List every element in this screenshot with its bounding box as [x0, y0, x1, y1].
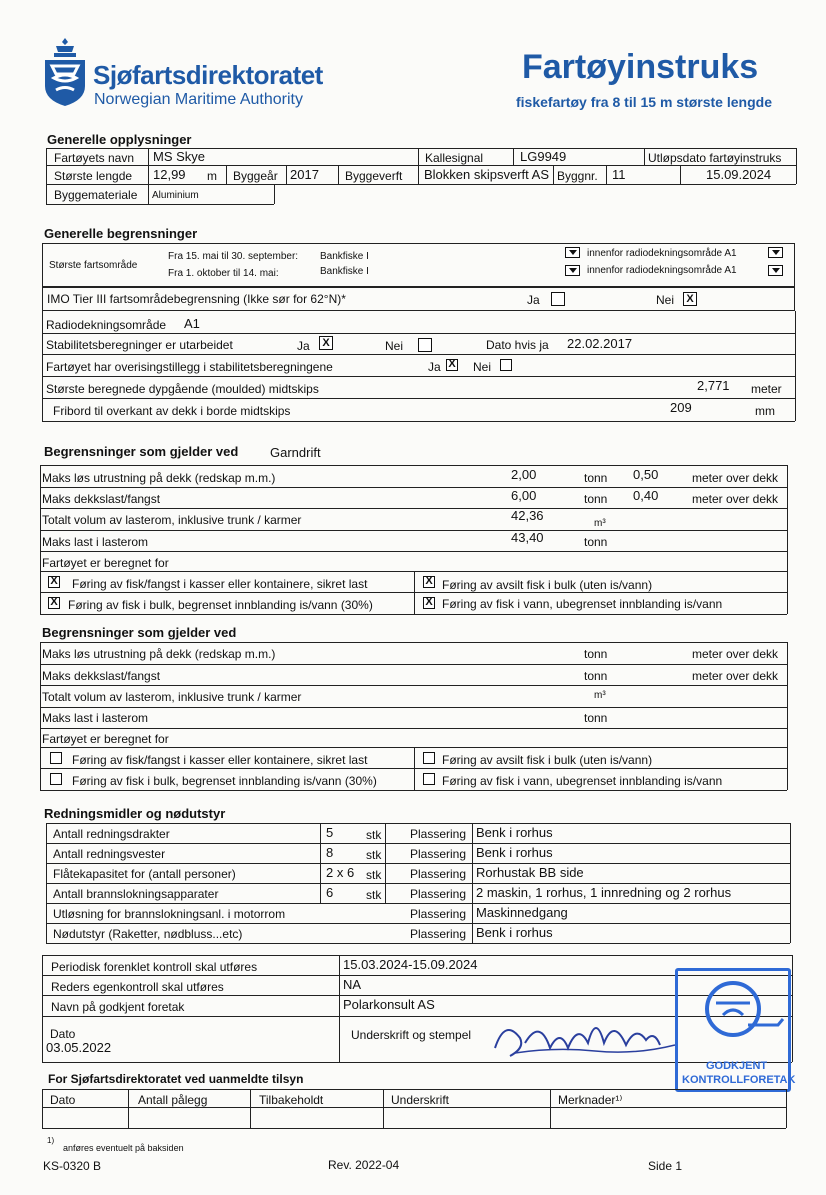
- l1-loose-gear-value: 2,00: [511, 467, 537, 482]
- company-label: Navn på godkjent foretak: [51, 1000, 185, 1014]
- radio-area-option-2: innenfor radiodekningsområde A1: [587, 265, 737, 276]
- draught-label: Største beregnede dypgående (moulded) midtskips: [46, 382, 319, 396]
- owner-control-label: Reders egenkontroll skal utføres: [51, 980, 224, 994]
- inspection-col-detained: Tilbakeholdt: [259, 1093, 324, 1107]
- rescue-row-label: Antall brannslokningsapparater: [53, 887, 219, 901]
- rescue-row-place: 2 maskin, 1 rorhus, 1 innredning og 2 rorhus: [476, 885, 732, 900]
- rescue-row-label: Antall redningsvester: [53, 847, 166, 861]
- build-no-label: Byggnr.: [557, 169, 598, 183]
- area2-dropdown[interactable]: [565, 265, 580, 276]
- form-id: KS-0320 B: [43, 1159, 102, 1173]
- rescue-row-qty: 5: [326, 825, 334, 840]
- stamp-line2: KONTROLLFORETAK: [682, 1074, 796, 1086]
- yard-value: Blokken skipsverft AS: [424, 167, 549, 182]
- date-if-yes-label: Dato hvis ja: [486, 338, 549, 352]
- approval-stamp: [675, 968, 796, 1092]
- period2-label: Fra 1. oktober til 14. mai:: [168, 268, 279, 279]
- radio-label: Radiodekningsområde: [46, 318, 167, 332]
- icing-yes-checkbox[interactable]: X: [446, 359, 458, 371]
- imo-yes-checkbox[interactable]: [551, 292, 565, 306]
- l2-opt3-checkbox[interactable]: [50, 773, 62, 785]
- length-unit: m: [207, 169, 217, 183]
- rescue-row-place: Benk i rorhus: [476, 925, 553, 940]
- inspection-col-date: Dato: [50, 1093, 76, 1107]
- rescue-row-label: Utløsning for brannslokningsanl. i motorrom: [53, 907, 286, 921]
- l1-opt2-label: Føring av avsilt fisk i bulk (uten is/vann): [442, 578, 653, 592]
- l1-volume-unit: m³: [594, 518, 606, 529]
- rescue-row-place: Maskinnedgang: [476, 905, 568, 920]
- l2-opt1-checkbox[interactable]: [50, 752, 62, 764]
- icing-no-checkbox[interactable]: [500, 359, 512, 371]
- radio-value: A1: [184, 316, 200, 331]
- l2-calc-label: Fartøyet er beregnet for: [42, 732, 169, 746]
- l1-calc-label: Fartøyet er beregnet for: [42, 556, 169, 570]
- imo-yes-label: Ja: [527, 293, 540, 307]
- l2-loose-gear-tonn: tonn: [584, 647, 608, 661]
- callsign-label: Kallesignal: [425, 151, 484, 165]
- period1-area: Bankfiske I: [320, 251, 369, 262]
- l1-opt4-label: Føring av fisk i vann, ubegrenset innblanding is/vann: [442, 597, 723, 611]
- l2-deck-load-unit: meter over dekk: [692, 669, 779, 683]
- section-heading: Begrensninger som gjelder ved: [44, 444, 239, 459]
- freeboard-unit: mm: [755, 404, 775, 418]
- area-label: Største fartsområde: [49, 260, 138, 271]
- expiry-label: Utløpsdato fartøyinstruks: [648, 151, 782, 165]
- periodic-value: 15.03.2024-15.09.2024: [343, 957, 478, 972]
- rescue-row-place: Benk i rorhus: [476, 845, 553, 860]
- l2-hold-label: Maks last i lasterom: [42, 711, 149, 725]
- rescue-row-place: Benk i rorhus: [476, 825, 553, 840]
- inspection-col-remarks: Merknader¹⁾: [558, 1093, 623, 1107]
- rescue-row-placement: Plassering: [410, 867, 467, 881]
- vessel-name-value: MS Skye: [153, 149, 206, 164]
- rescue-row-stk: stk: [366, 828, 382, 842]
- vessel-name-label: Fartøyets navn: [54, 151, 135, 165]
- periodic-label: Periodisk forenklet kontroll skal utføres: [51, 960, 258, 974]
- l2-opt2-label: Føring av avsilt fisk i bulk (uten is/vann): [442, 753, 653, 767]
- l1-deck-load-value: 6,00: [511, 488, 537, 503]
- draught-value: 2,771: [697, 378, 730, 393]
- l2-opt4-label: Føring av fisk i vann, ubegrenset innblanding is/vann: [442, 774, 723, 788]
- l1-deck-load-height: 0,40: [633, 488, 659, 503]
- l2-deck-load-label: Maks dekkslast/fangst: [42, 669, 161, 683]
- period2-area: Bankfiske I: [320, 266, 369, 277]
- inspection-col-signature: Underskrift: [391, 1093, 450, 1107]
- draught-unit: meter: [751, 382, 782, 396]
- length-value: 12,99: [153, 167, 186, 182]
- length-label: Største lengde: [54, 169, 133, 183]
- org-logo: [42, 36, 88, 108]
- section-heading: Begrensninger som gjelder ved: [42, 625, 237, 640]
- l2-opt4-checkbox[interactable]: [423, 773, 435, 785]
- page-number: Side 1: [648, 1159, 683, 1173]
- l1-opt1-checkbox[interactable]: X: [48, 576, 60, 588]
- footnote-number: 1): [47, 1136, 55, 1145]
- rescue-row-qty: 8: [326, 845, 334, 860]
- inspection-col-orders: Antall pålegg: [138, 1093, 208, 1107]
- l2-opt1-label: Føring av fisk/fangst i kasser eller kontainere, sikret last: [72, 753, 368, 767]
- l2-opt2-checkbox[interactable]: [423, 752, 435, 764]
- period1-label: Fra 15. mai til 30. september:: [168, 251, 299, 262]
- rescue-row-qty: 2 x 6: [326, 865, 355, 880]
- signature-label: Underskrift og stempel: [351, 1028, 472, 1042]
- expiry-date: 15.09.2024: [706, 167, 772, 182]
- org-name: Sjøfartsdirektoratet: [93, 60, 323, 90]
- l1-hold-label: Maks last i lasterom: [42, 535, 149, 549]
- rescue-row-placement: Plassering: [410, 907, 467, 921]
- freeboard-label: Fribord til overkant av dekk i borde midtskips: [53, 404, 291, 418]
- rescue-row-placement: Plassering: [410, 927, 467, 941]
- signature: [485, 1008, 685, 1068]
- l1-opt4-checkbox[interactable]: X: [423, 597, 435, 609]
- document-title: Fartøyinstruks: [522, 48, 759, 86]
- org-name-en: Norwegian Maritime Authority: [94, 91, 303, 108]
- l2-opt3-label: Føring av fisk i bulk, begrenset innblanding is/vann (30%): [72, 774, 377, 788]
- rescue-row-stk: stk: [366, 888, 382, 902]
- stab-yes-label: Ja: [297, 339, 310, 353]
- area1-dropdown[interactable]: [565, 247, 580, 258]
- section-heading: Generelle opplysninger: [47, 132, 192, 147]
- l1-opt3-label: Føring av fisk i bulk, begrenset innblanding is/vann (30%): [68, 598, 373, 612]
- material-value: Aluminium: [152, 190, 199, 201]
- rescue-row-label: Antall redningsdrakter: [53, 827, 170, 841]
- icing-no-label: Nei: [473, 360, 492, 374]
- fishing-type: Garndrift: [270, 445, 321, 460]
- date-if-yes-value: 22.02.2017: [567, 336, 633, 351]
- rescue-row-place: Rorhustak BB side: [476, 865, 584, 880]
- l1-opt3-checkbox[interactable]: X: [48, 597, 60, 609]
- rescue-row-placement: Plassering: [410, 827, 467, 841]
- l1-opt2-checkbox[interactable]: X: [423, 576, 435, 588]
- section-heading: Redningsmidler og nødutstyr: [44, 806, 226, 821]
- section-heading: Generelle begrensninger: [44, 226, 198, 241]
- imo-label: IMO Tier III fartsområdebegrensning (Ikke sør for 62°N)*: [47, 292, 346, 306]
- document-subtitle: fiskefartøy fra 8 til 15 m største lengde: [516, 94, 772, 110]
- rescue-row-qty: 6: [326, 885, 334, 900]
- radio-area-option-1: innenfor radiodekningsområde A1: [587, 248, 737, 259]
- rescue-row-stk: stk: [366, 848, 382, 862]
- year-label: Byggeår: [233, 169, 278, 183]
- company-value: Polarkonsult AS: [343, 997, 435, 1012]
- section-heading: For Sjøfartsdirektoratet ved uanmeldte tilsyn: [48, 1072, 304, 1086]
- l1-hold-tonn: tonn: [584, 535, 608, 549]
- owner-control-value: NA: [343, 977, 362, 992]
- footnote-text: anføres eventuelt på baksiden: [63, 1143, 184, 1153]
- l1-deck-load-label: Maks dekkslast/fangst: [42, 492, 161, 506]
- stab-no-label: Nei: [385, 339, 404, 353]
- revision: Rev. 2022-04: [328, 1158, 400, 1172]
- l1-loose-gear-height: 0,50: [633, 467, 659, 482]
- callsign-value: LG9949: [520, 149, 567, 164]
- l1-loose-gear-unit: meter over dekk: [692, 471, 779, 485]
- stamp-line1: GODKJENT: [706, 1060, 768, 1072]
- icing-yes-label: Ja: [428, 360, 441, 374]
- l1-deck-load-tonn: tonn: [584, 492, 608, 506]
- date-value: 03.05.2022: [46, 1040, 112, 1055]
- l2-volume-unit: m³: [594, 690, 606, 701]
- l1-volume-value: 42,36: [511, 508, 544, 523]
- l2-hold-tonn: tonn: [584, 711, 608, 725]
- l1-hold-value: 43,40: [511, 530, 544, 545]
- year-value: 2017: [290, 167, 319, 182]
- l1-loose-gear-tonn: tonn: [584, 471, 608, 485]
- l1-loose-gear-label: Maks løs utrustning på dekk (redskap m.m.): [42, 471, 276, 485]
- freeboard-value: 209: [670, 400, 692, 415]
- rescue-row-placement: Plassering: [410, 887, 467, 901]
- l2-loose-gear-label: Maks løs utrustning på dekk (redskap m.m.): [42, 647, 276, 661]
- l2-loose-gear-unit: meter over dekk: [692, 647, 779, 661]
- l1-deck-load-unit: meter over dekk: [692, 492, 779, 506]
- rescue-row-placement: Plassering: [410, 847, 467, 861]
- stability-label: Stabilitetsberegninger er utarbeidet: [46, 338, 233, 352]
- imo-no-label: Nei: [656, 293, 675, 307]
- rescue-row-label: Nødutstyr (Raketter, nødbluss...etc): [53, 927, 243, 941]
- radio1-dropdown[interactable]: [768, 247, 783, 258]
- l1-opt1-label: Føring av fisk/fangst i kasser eller kontainere, sikret last: [72, 577, 368, 591]
- date-label: Dato: [50, 1027, 76, 1041]
- stab-yes-checkbox[interactable]: X: [319, 336, 333, 350]
- yard-label: Byggeverft: [345, 169, 403, 183]
- l2-volume-label: Totalt volum av lasterom, inklusive trunk / karmer: [42, 690, 302, 704]
- l1-volume-label: Totalt volum av lasterom, inklusive trunk / karmer: [42, 513, 302, 527]
- radio2-dropdown[interactable]: [768, 265, 783, 276]
- build-no-value: 11: [612, 167, 626, 182]
- stab-no-checkbox[interactable]: [418, 338, 432, 352]
- l2-deck-load-tonn: tonn: [584, 669, 608, 683]
- rescue-row-label: Flåtekapasitet for (antall personer): [53, 867, 236, 881]
- rescue-row-stk: stk: [366, 868, 382, 882]
- material-label: Byggemateriale: [54, 188, 138, 202]
- imo-no-checkbox[interactable]: X: [683, 292, 697, 306]
- icing-label: Fartøyet har overisingstillegg i stabilitetsberegningene: [46, 360, 333, 374]
